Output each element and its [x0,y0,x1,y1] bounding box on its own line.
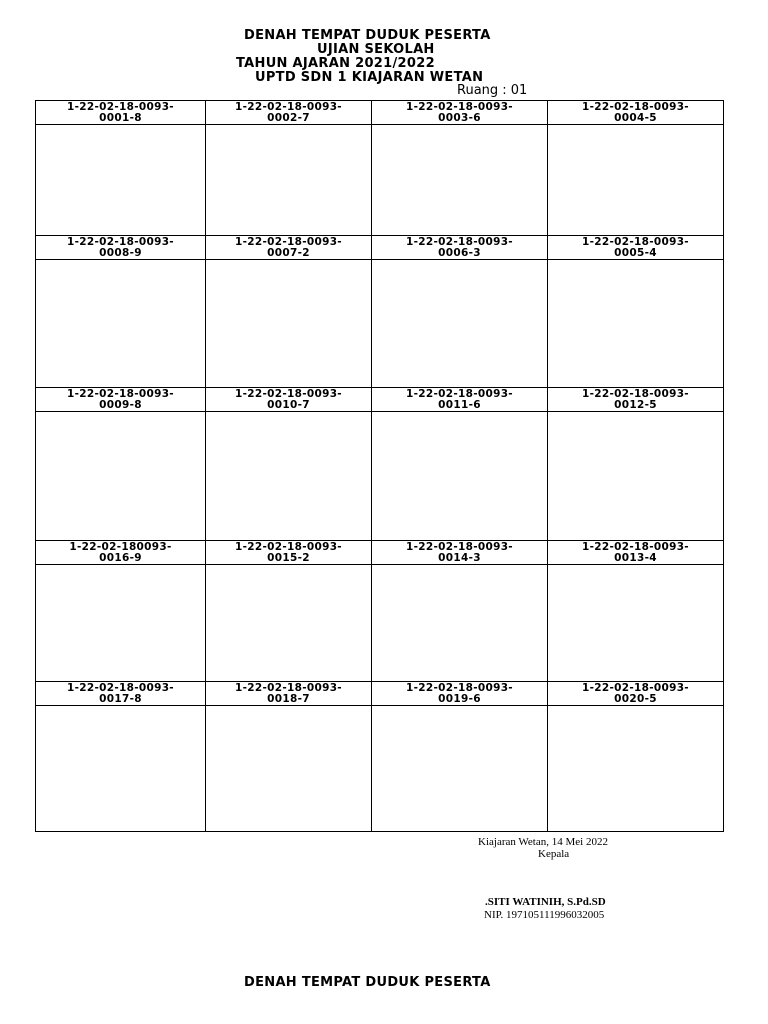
seat-number-line-2: 0012-5 [614,398,657,411]
seat-box [548,260,724,388]
seat-box [372,565,548,682]
seat-number-line-1: 1-22-02-18-0093- [582,100,689,113]
seat-box-row [36,706,724,832]
seat-number-line-1: 1-22-02-18-0093- [235,681,342,694]
seat-box [548,565,724,682]
seat-box [372,706,548,832]
signature-nip: NIP. 197105111996032005 [484,909,605,921]
seat-number [206,236,372,260]
seat-number-line-1: 1-22-02-18-0093- [235,235,342,248]
seat-box [548,706,724,832]
seat-number-line-2: 0019-6 [438,692,481,705]
seat-number [36,101,206,125]
seat-number-line-1: 1-22-02-18-0093- [235,540,342,553]
seat-header-row [36,541,724,565]
seat-header-row [36,236,724,260]
seat-number-line-2: 0017-8 [99,692,142,705]
seat-number-line-1: 1-22-02-18-0093- [406,540,513,553]
seat-number [206,682,372,706]
signature-name: .SITI WATINIH, S.Pd.SD [485,896,606,908]
seat-box [206,125,372,236]
seat-number-line-2: 0020-5 [614,692,657,705]
seat-box [206,565,372,682]
seat-number-line-1: 1-22-02-18-0093- [67,387,174,400]
seat-box [548,125,724,236]
seat-box [372,260,548,388]
seat-box [372,125,548,236]
seat-number-line-1: 1-22-02-18-0093- [406,100,513,113]
seat-number-line-1: 1-22-02-18-0093- [582,387,689,400]
seat-number-line-1: 1-22-02-18-0093- [67,100,174,113]
seat-box [372,412,548,541]
seat-number-line-2: 0016-9 [99,551,142,564]
seat-box [548,412,724,541]
seat-number [548,236,724,260]
seat-number-line-1: 1-22-02-180093- [69,540,172,553]
seat-box-row [36,125,724,236]
seat-number-line-2: 0010-7 [267,398,310,411]
seat-number-line-1: 1-22-02-18-0093- [582,540,689,553]
seat-number [372,541,548,565]
seat-number-line-2: 0011-6 [438,398,481,411]
seat-box [206,260,372,388]
seat-number-line-1: 1-22-02-18-0093- [67,681,174,694]
room-label: Ruang : 01 [457,83,528,98]
seat-number-line-1: 1-22-02-18-0093- [235,100,342,113]
seat-number-line-2: 0018-7 [267,692,310,705]
title-line-2: UJIAN SEKOLAH [317,42,435,57]
seat-number-line-2: 0015-2 [267,551,310,564]
seat-number-line-1: 1-22-02-18-0093- [406,387,513,400]
seat-number [548,101,724,125]
seat-box-row [36,565,724,682]
seat-number-line-2: 0001-8 [99,111,142,124]
seat-number [36,682,206,706]
seat-number [206,101,372,125]
seat-box-row [36,412,724,541]
next-page-title: DENAH TEMPAT DUDUK PESERTA [244,975,491,990]
seat-number-line-1: 1-22-02-18-0093- [406,681,513,694]
seat-number-line-1: 1-22-02-18-0093- [67,235,174,248]
seat-number-line-2: 0008-9 [99,246,142,259]
seat-number-line-1: 1-22-02-18-0093- [582,681,689,694]
seat-number-line-2: 0004-5 [614,111,657,124]
seat-header-row [36,388,724,412]
seat-box [206,706,372,832]
seat-number [206,541,372,565]
title-line-1: DENAH TEMPAT DUDUK PESERTA [244,28,491,43]
seat-number [548,541,724,565]
seat-number [36,236,206,260]
seat-number [36,541,206,565]
seat-number [372,388,548,412]
seat-box [36,125,206,236]
title-line-3: TAHUN AJARAN 2021/2022 [236,56,435,71]
seat-number-line-1: 1-22-02-18-0093- [582,235,689,248]
seat-header-row [36,682,724,706]
seat-box [36,565,206,682]
seat-box [206,412,372,541]
seat-number [548,682,724,706]
seat-number [206,388,372,412]
seat-box-row [36,260,724,388]
seat-number-line-2: 0007-2 [267,246,310,259]
seat-number [548,388,724,412]
seat-number-line-2: 0009-8 [99,398,142,411]
seat-box [36,412,206,541]
seat-number-line-2: 0014-3 [438,551,481,564]
title-line-4: UPTD SDN 1 KIAJARAN WETAN [255,70,484,85]
signature-place-date: Kiajaran Wetan, 14 Mei 2022 [478,836,608,848]
seat-number-line-2: 0002-7 [267,111,310,124]
seat-number-line-2: 0005-4 [614,246,657,259]
seat-box [36,706,206,832]
seat-number-line-1: 1-22-02-18-0093- [235,387,342,400]
signature-role: Kepala [538,848,570,860]
seat-number-line-2: 0013-4 [614,551,657,564]
seat-number-line-2: 0006-3 [438,246,481,259]
seat-number [372,236,548,260]
seat-header-row [36,101,724,125]
seat-number [36,388,206,412]
seating-grid [35,100,724,832]
seat-number-line-1: 1-22-02-18-0093- [406,235,513,248]
seat-box [36,260,206,388]
seat-number [372,101,548,125]
seat-number-line-2: 0003-6 [438,111,481,124]
seat-number [372,682,548,706]
